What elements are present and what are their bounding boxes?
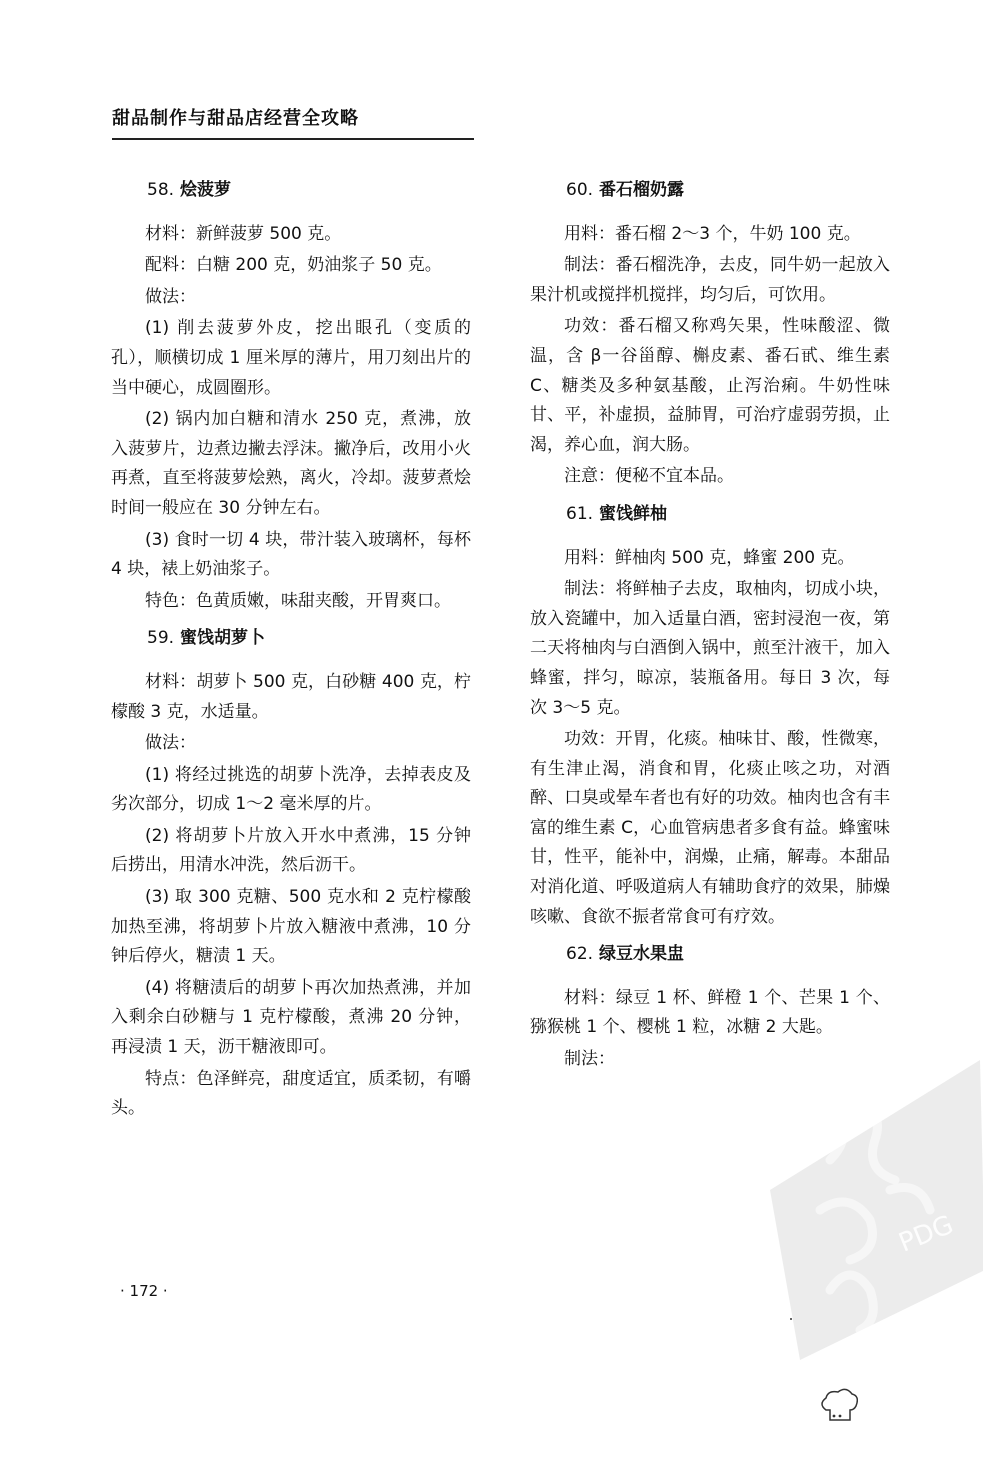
recipe-number: 59. (147, 628, 175, 649)
body-paragraph: 功效：番石榴又称鸡矢果，性味酸涩、微温，含 β一谷甾醇、槲皮素、番石甙、维生素 C、糖类及多种氨基酸，止泻治痢。牛奶性味甘、平，补虚损，益肺胃，可治疗虚弱劳损，止渴，养心血，润大肠。 (530, 316, 890, 455)
recipe-heading (111, 176, 471, 206)
watermark-label: PDG (894, 1209, 958, 1259)
body-paragraph: 做法： (145, 733, 196, 754)
recipe-number: 61. (566, 503, 594, 524)
body-paragraph: 材料：绿豆 1 杯、鲜橙 1 个、芒果 1 个、猕猴桃 1 个、樱桃 1 粒，冰糖 2 大匙。 (530, 987, 890, 1038)
recipe-title: 绿豆水果盅 (599, 944, 685, 965)
body-paragraph: 注意：便秘不宜本品。 (564, 466, 734, 487)
recipe-number: 62. (566, 944, 594, 965)
body-paragraph: (2) 锅内加白糖和清水 250 克，煮沸，放入菠萝片，边煮边撇去浮沫。撇净后，改用小火再煮，直至将菠萝烩熟，离火，冷却。菠萝煮烩时间一般应在 30 分钟左右。 (111, 409, 471, 518)
running-header: 甜品制作与甜品店经营全攻略 (112, 104, 474, 140)
body-paragraph: (1) 削去菠萝外皮，挖出眼孔（变质的孔），顺横切成 1 厘米厚的薄片，用刀刻出片的当中硬心，成圆圈形。 (111, 318, 471, 398)
chef-hat-icon (818, 1388, 858, 1424)
body-paragraph: (1) 将经过挑选的胡萝卜洗净，去掉表皮及劣次部分，切成 1～2 毫米厚的片。 (111, 764, 471, 815)
body-paragraph: 制法：将鲜柚子去皮，取柚肉，切成小块，放入瓷罐中，加入适量白酒，密封浸泡一夜，第二天将柚肉与白酒倒入锅中，煎至汁液干，加入蜂蜜，拌匀，晾凉，装瓶备用。每日 3 次，每次 3～5 克。 (530, 579, 890, 718)
watermark-stamp (760, 1040, 983, 1370)
body-paragraph: 用料：鲜柚肉 500 克，蜂蜜 200 克。 (564, 547, 855, 568)
body-paragraph: 材料：胡萝卜 500 克，白砂糖 400 克，柠檬酸 3 克，水适量。 (111, 671, 471, 722)
recipe-title: 蜜饯鲜柚 (599, 503, 668, 524)
right-column (530, 168, 890, 1077)
left-column (111, 168, 471, 1126)
recipe-title: 番石榴奶露 (599, 180, 685, 200)
body-paragraph: (3) 取 300 克糖、500 克水和 2 克柠檬酸加热至沸，将胡萝卜片放入糖液中煮沸，10 分钟后停火，糖渍 1 天。 (111, 887, 471, 967)
recipe-number: 60. (566, 180, 594, 200)
body-paragraph: 做法： (145, 286, 196, 307)
body-paragraph: 用料：番石榴 2～3 个，牛奶 100 克。 (564, 223, 861, 244)
recipe-heading (530, 176, 890, 206)
recipe-heading (530, 940, 890, 970)
recipe-heading (111, 624, 471, 654)
body-paragraph: (2) 将胡萝卜片放入开水中煮沸，15 分钟后捞出，用清水冲洗，然后沥干。 (111, 825, 471, 876)
page-number: · 172 · (120, 1282, 168, 1300)
body-paragraph: 配料：白糖 200 克，奶油浆子 50 克。 (145, 255, 442, 276)
body-paragraph: 材料：新鲜菠萝 500 克。 (145, 223, 342, 244)
body-paragraph: (3) 食时一切 4 块，带汁装入玻璃杯，每杯 4 块，裱上奶油浆子。 (111, 529, 471, 580)
recipe-title: 烩菠萝 (180, 180, 232, 200)
body-paragraph: 制法：番石榴洗净，去皮，同牛奶一起放入果汁机或搅拌机搅拌，均匀后，可饮用。 (530, 255, 890, 305)
body-paragraph: 制法： (564, 1049, 615, 1070)
recipe-heading (530, 500, 890, 530)
body-paragraph: 特色：色黄质嫩，味甜夹酸，开胃爽口。 (145, 590, 451, 611)
recipe-number: 58. (147, 180, 175, 200)
body-paragraph: (4) 将糖渍后的胡萝卜再次加热煮沸，并加入剩余白砂糖与 1 克柠檬酸，煮沸 20 分钟，再浸渍 1 天，沥干糖液即可。 (111, 977, 471, 1058)
recipe-title: 蜜饯胡萝卜 (180, 628, 266, 649)
body-paragraph: 功效：开胃，化痰。柚味甘、酸，性微寒，有生津止渴，消食和胃，化痰止咳之功，对酒醉、口臭或晕车者也有好的功效。柚肉也含有丰富的维生素 C，心血管病患者多食有益。蜂蜜味甘，性平，能补中，润燥，止痛，解毒。本甜品对消化道、呼吸道病人有辅助食疗的效果，肺燥咳嗽、食欲不振者常食可有疗效。 (530, 729, 890, 927)
body-paragraph: 特点：色泽鲜亮，甜度适宜，质柔韧，有嚼头。 (111, 1068, 471, 1119)
